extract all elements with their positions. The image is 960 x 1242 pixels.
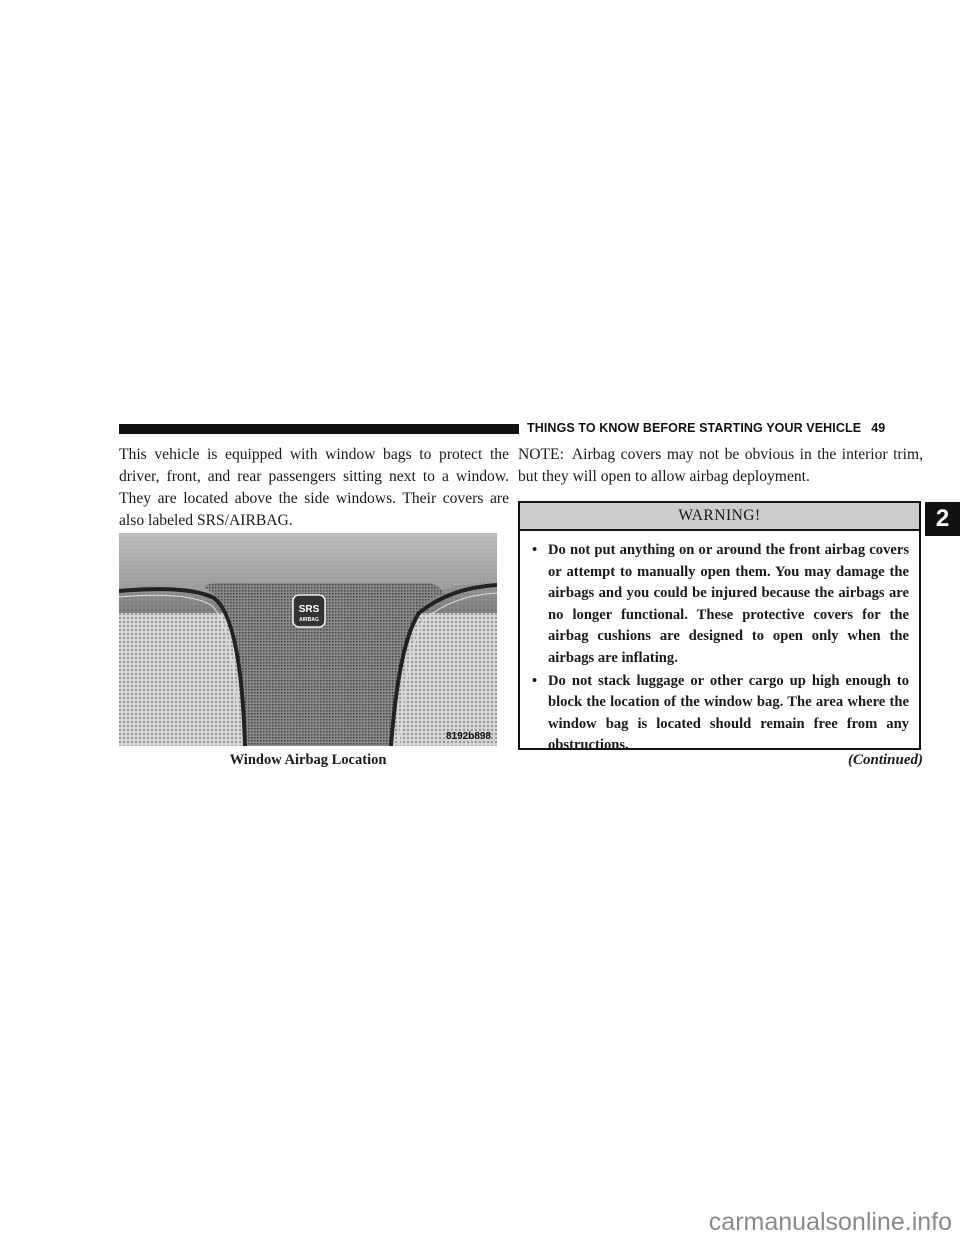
header-title: THINGS TO KNOW BEFORE STARTING YOUR VEHICLE: [527, 421, 862, 435]
header-rule: [119, 424, 519, 434]
warning-box: [518, 501, 921, 754]
warning-item: [532, 671, 909, 757]
badge-srs-text: SRS: [298, 604, 320, 615]
warning-item-text: Do not put anything on or around the front airbag covers or attempt to manually open them. You may damage the airbags and you could be injured because the airbags are no longer functional. These protective covers for the airbag cushions are designed to open only when the airbags are inflating.: [548, 542, 909, 666]
note-label: NOTE:: [518, 446, 564, 463]
note: [518, 444, 923, 488]
figure-caption: Window Airbag Location: [229, 752, 387, 768]
window-airbag-figure: [119, 533, 497, 746]
figure-id: 8192b898: [445, 731, 491, 742]
warning-item-text: Do not stack luggage or other cargo up high enough to block the location of the window bag. The area where the window bag is located should remain free from any obstructions.: [548, 672, 909, 754]
badge-airbag-text: AIRBAG: [299, 617, 319, 623]
warning-title: WARNING!: [520, 503, 919, 531]
page-number: 49: [871, 421, 886, 435]
bullet: •: [532, 672, 538, 689]
note-text: Airbag covers may not be obvious in the interior trim, but they will open to allow airbag deployment.: [518, 446, 923, 485]
headliner-illustration: [119, 533, 497, 746]
watermark: carmanualsonline.info: [708, 1208, 952, 1236]
continued-label: (Continued): [847, 752, 923, 768]
warning-item: [532, 540, 909, 670]
chapter-tab: 2: [925, 502, 960, 536]
bullet: •: [532, 542, 538, 558]
running-header: [527, 421, 885, 435]
intro-paragraph: This vehicle is equipped with window bags to protect the driver, front, and rear passengers sitting next to a window. They are located above the side windows. Their covers are also labeled SRS/AIRBAG.: [119, 446, 509, 529]
